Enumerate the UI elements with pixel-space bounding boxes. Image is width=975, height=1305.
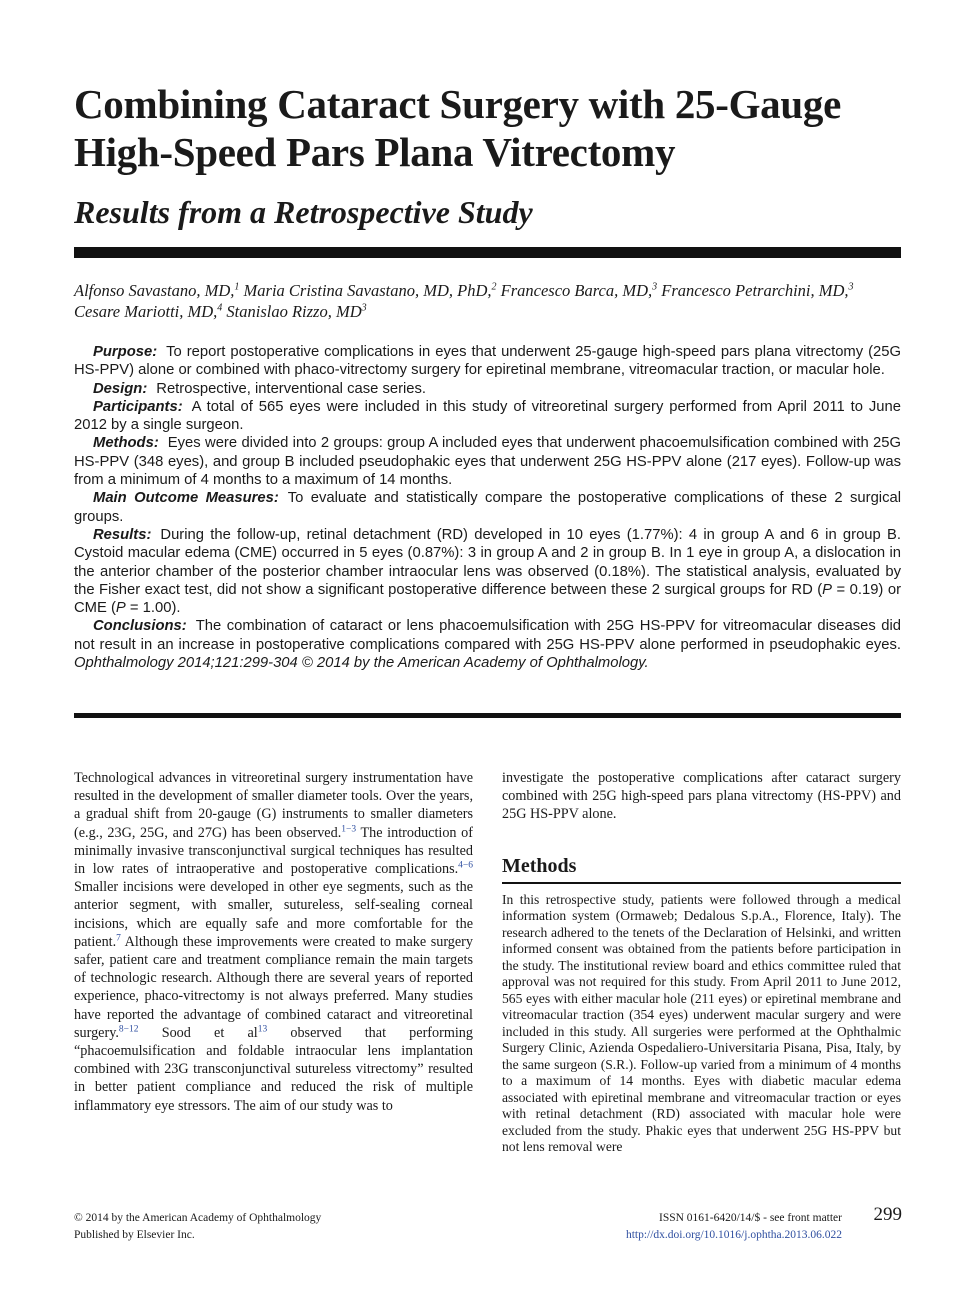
intro-continuation: investigate the postoperative complications after cataract surgery combined with 25G high-speed pars plana vitrectomy (HS-PPV) and 25G HS-PPV alone. [502,770,901,823]
abstract-text: A total of 565 eyes were included in this study of vitreoretinal surgery performed from April 2011 to June 2012 by a single surgeon. [74,398,901,434]
abstract-text: To evaluate and statistically compare the postoperative complications of these 2 surgical groups. [74,490,901,525]
abstract-results [74,526,901,617]
author: Francesco Barca, MD, [500,281,653,300]
abstract-label: Design: [93,380,148,397]
author: Stanislao Rizzo, MD [226,302,362,321]
abstract-label: Conclusions: [93,618,187,635]
abstract-label: Main Outcome Measures: [93,490,279,507]
affiliation-marker: 2 [491,281,497,293]
journal-citation: Ophthalmology 2014;121:299-304 © 2014 by the American Academy of Ophthalmology. [74,655,649,672]
reference-link[interactable]: 13 [257,1024,268,1035]
abstract-design [74,380,901,398]
abstract [74,343,901,672]
abstract-text: Retrospective, interventional case series. [156,380,427,397]
abstract-text: The combination of cataract or lens phacoemulsification with 25G HS-PPV for vitreomacular diseases did not result in an increase in postoperative complications compared with 25G HS-PPV alone performed in pseudophakic eyes. [74,618,901,653]
body-text: Sood et al [138,1024,258,1041]
affiliation-marker: 3 [361,302,367,314]
affiliation-marker: 1 [234,281,240,293]
intro-paragraph [74,769,473,1115]
body-text: Technological advances in vitreoretinal surgery instrumentation have resulted in the development of smaller diameter tools. Over the years, a gradual shift from 20-gauge (G) instruments to smaller diameters (e.g., 23G, 25G, and 27G) has been observed. [74,770,473,841]
abstract-label: Purpose: [93,344,158,360]
author: Francesco Petrarchini, MD, [661,281,849,300]
body-text: The introduction of minimally invasive transconjunctival surgical techniques has resulted in low rates of intraoperative and postoperative complications. [74,824,473,878]
p-value-symbol: P [822,581,833,598]
article-title: Combining Cataract Surgery with 25-Gauge High-Speed Pars Plana Vitrectomy [74,81,841,175]
left-column [74,769,473,1115]
section-rule [502,882,901,884]
p-value-symbol: P [115,600,126,617]
reference-link[interactable]: 4−6 [458,860,473,871]
affiliation-marker: 3 [848,281,854,293]
copyright-notice: © 2014 by the American Academy of Ophthalmology [74,1212,322,1224]
right-column [502,769,901,1156]
affiliation-marker: 3 [652,281,658,293]
author-list [74,280,901,322]
abstract-text: To report postoperative complications in eyes that underwent 25-gauge high-speed pars plana vitrectomy (25G HS-PPV) alone or combined with phaco-vitrectomy surgery for epiretinal membrane, vitreomacular traction, or macular hole. [74,344,901,379]
publisher-notice: Published by Elsevier Inc. [74,1229,195,1241]
abstract-conclusions [74,617,901,672]
reference-link[interactable]: 8−12 [118,1024,139,1035]
article-subtitle: Results from a Retrospective Study [74,194,533,230]
abstract-text: Eyes were divided into 2 groups: group A included eyes that underwent phacoemulsification combined with 25G HS-PPV (348 eyes), and group B included pseudophakic eyes that underwent 25G HS-PPV alone (217 eyes). Follow-up was from a minimum of 4 months to a maximum of 14 months. [74,435,901,489]
body-text: observed that performing “phacoemulsification and foldable intraocular lens implantation combined with 23G transconjunctival sutureless vitrectomy” resulted in better patient compliance and reduced the risk of multiple inflammatory eye stressors. The aim of our study was to [74,1024,473,1114]
abstract-text: During the follow-up, retinal detachment (RD) developed in 10 eyes (1.77%): 4 in group A and 6 in group B. Cystoid macular edema (CME) occurred in 5 eyes (0.87%): 3 in group A and 2 in group B. In 1 eye in group A, a dislocation in the anterior chamber of the posterior chamber intraocular lens was observed (0.18%). The statistical analysis, evaluated by the Fisher exact test, did not show a significant postoperative difference between these 2 surgical groups for RD ( [74,526,901,598]
abstract-text: = 1.00). [125,600,181,617]
page-number: 299 [873,1204,902,1225]
abstract-methods [74,434,901,489]
footer-right [560,1210,842,1244]
header-rule [74,247,901,258]
abstract-text: = 0.19) or CME ( [74,581,901,617]
abstract-label: Methods: [93,435,159,452]
author: Maria Cristina Savastano, MD, PhD, [243,281,492,300]
body-text: Although these improvements were created to make surgery safer, patient care and treatment compliance remain the main targets of technologic research. Although there are several years of reported experience, phaco-vitrectomy is not always preferred. Many studies have reported the advantage of combined cataract and vitreoretinal surgery. [74,933,473,1041]
abstract-outcome [74,489,901,526]
doi-link[interactable]: http://dx.doi.org/10.1016/j.ophtha.2013.06.022 [625,1229,842,1241]
abstract-label: Results: [93,526,152,543]
reference-link[interactable]: 7 [116,933,121,944]
abstract-label: Participants: [93,398,183,415]
reference-link[interactable]: 1−3 [341,823,357,834]
section-heading-methods: Methods [502,854,577,877]
author: Alfonso Savastano, MD, [74,281,235,300]
author: Cesare Mariotti, MD, [74,302,218,321]
abstract-purpose [74,343,901,380]
methods-paragraph: In this retrospective study, patients were followed through a medical information system (Ormaweb; Dedalous S.p.A., Florence, Italy). The research adhered to the tenets of the Declaration of Helsinki, and written informed consent was obtained from the patients before participation in the study. The institutional review board and ethics committee ruled that approval was not required for this study. From April 2011 to June 2012, 565 eyes with either macular hole (211 eyes) or epiretinal membrane and vitreomacular traction (354 eyes) underwent macular surgery and were included in this study. All surgeries were performed at the Ophthalmic Surgery Clinic, Azienda Ospedaliero-Universitaria Pisana, Pisa, Italy, by the same surgeon (S.R.). Follow-up varied from a minimum of 4 months to a maximum of 14 months. Eyes with diabetic macular edema associated with epiretinal membrane and vitreomacular traction or eyes with retinal detachment (RD) associated with macular hole were excluded from the study. Phakic eyes that underwent 25G HS-PPV but not lens removal were [502,891,901,1155]
body-text: Smaller incisions were developed in other eye segments, such as the anterior segment, with smaller, sutureless, self-sealing corneal incisions, which are equally safe and more comfortable for the patient. [74,879,473,950]
footer-left [74,1210,321,1244]
issn: ISSN 0161-6420/14/$ - see front matter [658,1212,842,1224]
affiliation-marker: 4 [217,302,223,314]
abstract-rule [74,713,901,718]
abstract-participants [74,398,901,435]
